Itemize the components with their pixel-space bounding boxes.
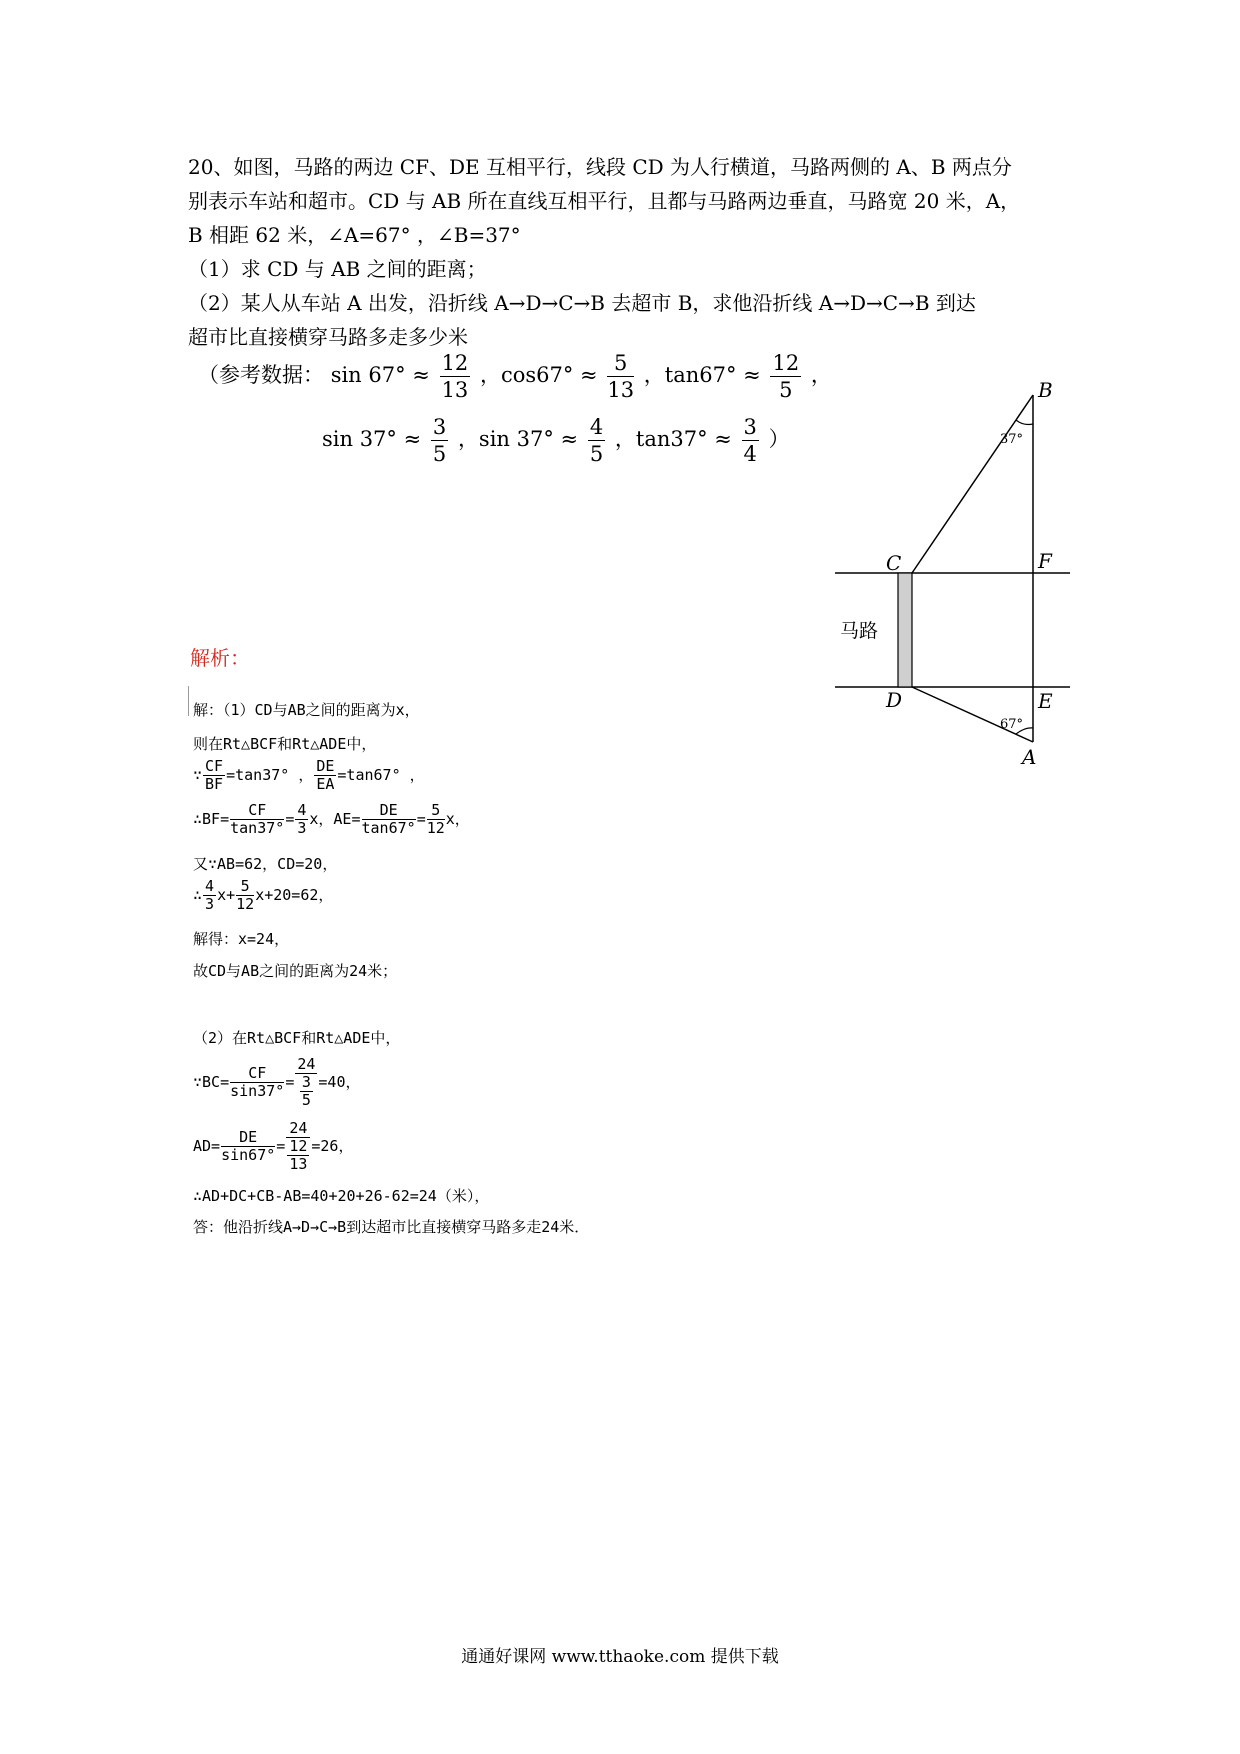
solution-line: 故CD与AB之间的距离为24米； (193, 962, 398, 980)
crosswalk-cd (898, 573, 912, 687)
reference-data-line-2: sin 37° ≈ $\frac{3}{5}$ ，sin 37° ≈ $\frac{4}{5}$ ，tan37° ≈ $\frac{3}{4}$ ） (322, 415, 790, 466)
question-1: （1）求 CD 与 AB 之间的距离； (188, 257, 487, 281)
fraction: $\frac{12}{13}$ (441, 351, 469, 402)
solution-line: AD= $\frac{DE}{\sin 67^\circ}$ = $\frac{24}{\frac{12}{13}}$ =26， (193, 1119, 354, 1173)
label-f: F (1038, 549, 1052, 573)
solution-line: 解得：x=24， (193, 930, 290, 948)
fraction: $\frac{12}{5}$ (772, 351, 800, 402)
fraction: $\frac{4}{5}$ (589, 415, 604, 466)
fraction: $\frac{5}{13}$ (607, 351, 635, 402)
analysis-label: 解析： (190, 646, 250, 670)
line-cb (912, 395, 1033, 573)
solution-line: 解：（1）CD与AB之间的距离为x， (193, 701, 420, 719)
question-2-cont: 超市比直接横穿马路多走多少米 (188, 325, 468, 349)
problem-text (188, 150, 1068, 354)
solution-line: ∴AD+DC+CB-AB=40+20+26-62=24（米）， (193, 1187, 490, 1205)
label-e: E (1038, 689, 1053, 713)
solution-line: ∴BF= $\frac{CF}{\tan 37^\circ}$ = $\frac{4}{3}$ x，AE= $\frac{DE}{\tan 67^\circ}$ = $\frac{5}{12}$ x， (193, 801, 470, 837)
angle-b-label: 37° (1000, 432, 1024, 447)
solution-line: ∴ $\frac{4}{3}$ x+ $\frac{5}{12}$ x+20=62， (193, 877, 334, 913)
geometry-figure (820, 360, 1090, 780)
fraction: $\frac{3}{5}$ (432, 415, 447, 466)
road-label: 马路 (840, 620, 879, 642)
solution-line: ∵BC= $\frac{CF}{\sin 37^\circ}$ = $\frac{24}{\frac{3}{5}}$ =40， (193, 1055, 361, 1109)
line-da (912, 687, 1033, 742)
label-b: B (1038, 378, 1053, 402)
margin-bar (188, 686, 189, 716)
label-a: A (1022, 745, 1037, 769)
problem-line: B 相距 62 米，∠A=67° ，∠B=37° (188, 223, 521, 247)
solution-line: 又∵AB=62，CD=20， (193, 855, 338, 873)
angle-b-arc (1016, 420, 1033, 425)
problem-line: 20、如图，马路的两边 CF、DE 互相平行，线段 CD 为人行横道，马路两侧的 A、B 两点分 (188, 155, 1012, 179)
problem-line: 别表示车站和超市。CD 与 AB 所在直线互相平行，且都与马路两边垂直，马路宽 20 米，A， (188, 189, 1021, 213)
solution-line: ∵ $\frac{CF}{BF}$ =tan37° ， $\frac{DE}{EA}$ =tan67° ， (193, 757, 425, 793)
solution-line: 则在Rt△BCF和Rt△ADE中， (193, 735, 377, 753)
question-2: （2）某人从车站 A 出发，沿折线 A→D→C→B 去超市 B，求他沿折线 A→D→C→B 到达 (188, 291, 976, 315)
fraction: $\frac{3}{4}$ (743, 415, 757, 466)
label-c: C (886, 551, 902, 575)
angle-a-label: 67° (1000, 717, 1024, 732)
solution-answer: 答：他沿折线A→D→C→B到达超市比直接横穿马路多走24米． (193, 1218, 590, 1236)
page-footer: 通通好课网 www.tthaoke.com 提供下载 (461, 1647, 779, 1667)
reference-data-line-1: （参考数据： sin 67° ≈ $\frac{12}{13}$ ，cos67° ≈ $\frac{5}{13}$ ，tan67° ≈ $\frac{12}{5}$ ， (198, 351, 832, 402)
label-d: D (886, 688, 903, 712)
solution-line: （2）在Rt△BCF和Rt△ADE中， (193, 1029, 401, 1047)
